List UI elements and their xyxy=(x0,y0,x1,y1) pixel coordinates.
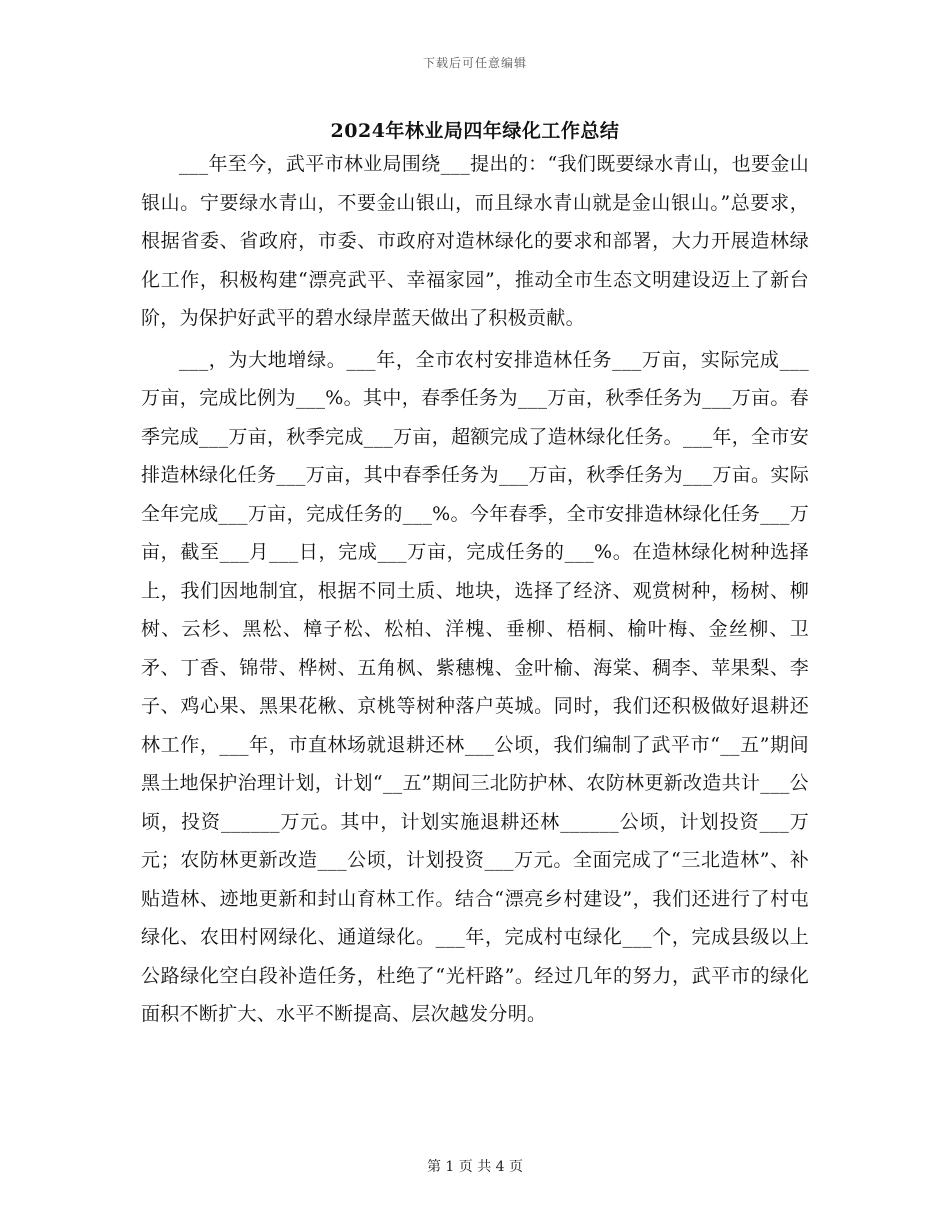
document-body xyxy=(141,145,809,1034)
page-number: 第 1 页 共 4 页 xyxy=(426,1159,524,1175)
header-note: 下载后可任意编辑 xyxy=(422,56,527,70)
paragraph-1: ___年至今，武平市林业局围绕___提出的：“我们既要绿水青山，也要金山银山。宁要绿水青山，不要金山银山，而且绿水青山就是金山银山。”总要求，根据省委、省政府，市委、市政府对造林绿化的要求和部署，大力开展造林绿化工作，积极构建“漂亮武平、幸福家园”，推动全市生态文明建设迈上了新台阶，为保护好武平的碧水绿岸蓝天做出了积极贡献。 xyxy=(141,153,809,329)
document-title: 2024年林业局四年绿化工作总结 xyxy=(330,120,620,142)
paragraph-2: ___，为大地增绿。___年，全市农村安排造林任务___万亩，实际完成___万亩，完成比例为___%。其中，春季任务为___万亩，秋季任务为___万亩。春季完成___万亩，秋季完成___万亩，超额完成了造林绿化任务。___年，全市安排造林绿化任务___万亩，其中春季任务为___万亩，秋季任务为___万亩。实际全年完成___万亩，完成任务的___%。今年春季，全市安排造林绿化任务___万亩，截至___月___日，完成___万亩，完成任务的___%。在造林绿化树种选择上，我们因地制宜，根据不同土质、地块，选择了经济、观赏树种，杨树、柳树、云杉、黑松、樟子松、松柏、洋槐、垂柳、梧桐、榆叶梅、金丝柳、卫矛、丁香、锦带、桦树、五角枫、紫穗槐、金叶榆、海棠、稠李、苹果梨、李子、鸡心果、黑果花楸、京桃等树种落户英城。同时，我们还积极做好退耕还林工作，___年，市直林场就退耕还林___公顷，我们编制了武平市“__五”期间黑土地保护治理计划，计划“__五”期间三北防护林、农防林更新改造共计___公顷，投资______万元。其中，计划实施退耕还林______公顷，计划投资___万元；农防林更新改造___公顷，计划投资___万元。全面完成了“三北造林”、补贴造林、迹地更新和封山育林工作。结合“漂亮乡村建设”，我们还进行了村屯绿化、农田村网绿化、通道绿化。___年，完成村屯绿化___个，完成县级以上公路绿化空白段补造任务，杜绝了“光杆路”。经过几年的努力，武平市的绿化面积不断扩大、水平不断提高、层次越发分明。 xyxy=(141,348,809,1025)
